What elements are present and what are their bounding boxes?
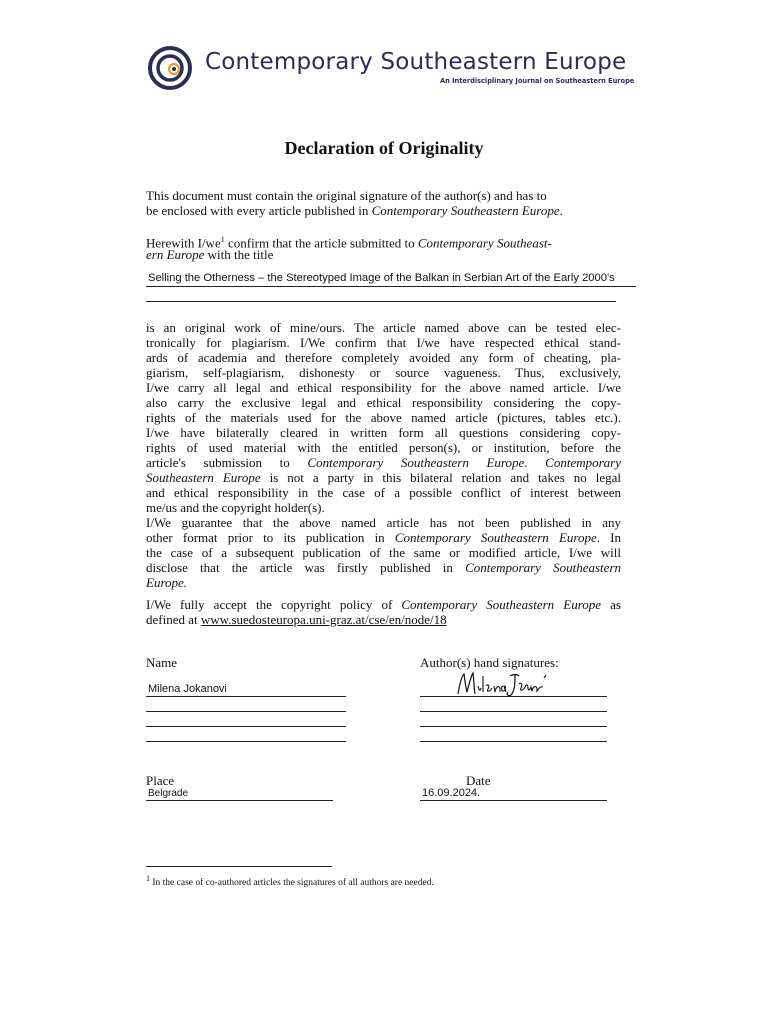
body-line: ards of academia and therefore completely avoided any form of cheating, pla- — [146, 350, 621, 365]
body-line: I/we carry all legal and ethical responsibility for the above named article. I/we — [146, 380, 621, 395]
footnote-divider — [146, 866, 332, 867]
place-label: Place — [146, 773, 175, 788]
name-field-3[interactable] — [146, 712, 346, 727]
handwritten-signature — [455, 668, 550, 700]
body-line: giarism, self-plagiarism, dishonesty or source vagueness. Thus, exclusively, — [146, 365, 621, 380]
body-line: is an original work of mine/ours. The article named above can be tested elec- — [146, 320, 621, 335]
document-title: Declaration of Originality — [284, 138, 484, 158]
body-line: Southeastern Europe is not a party in this bilateral relation and takes no legal — [146, 470, 621, 485]
body-line: tronically for plagiarism. I/We confirm that I/we have respected ethical stand- — [146, 335, 621, 350]
guarantee-line: the case of a subsequent publication of the same or modified article, I/we will — [146, 545, 621, 560]
date-label: Date — [466, 773, 491, 788]
journal-title: Contemporary Southeastern Europe — [205, 49, 627, 75]
title-second-line — [146, 301, 616, 302]
name-label: Name — [146, 655, 178, 670]
date-field[interactable]: 16.09.2024. — [420, 786, 607, 801]
circular-rings-logo-icon — [147, 45, 193, 91]
body-line: and ethical responsibility in the case of a possible conflict of interest between — [146, 485, 621, 500]
name-field-1[interactable]: Milena Jokanovi — [146, 682, 346, 697]
intro-line-2: be enclosed with every article published in Contemporary Southeastern Europe. — [146, 203, 563, 218]
policy-line-2: defined at www.suedosteuropa.uni-graz.at/cse/en/node/18 — [146, 612, 447, 627]
signature-label: Author(s) hand signatures: — [420, 655, 559, 670]
body-line: article's submission to Contemporary Southeastern Europe. Contemporary — [146, 455, 621, 470]
body-line: rights of the materials used for the above named article (pictures, tables etc.). — [146, 410, 621, 425]
name-field-2[interactable] — [146, 697, 346, 712]
signature-field-3[interactable] — [420, 712, 607, 727]
name-field-4[interactable] — [146, 727, 346, 742]
confirm-line-2: ern Europe with the title — [146, 247, 274, 262]
body-line: me/us and the copyright holder(s). — [146, 500, 325, 515]
body-line: also carry the exclusive legal and ethical responsibility considering the copy- — [146, 395, 621, 410]
guarantee-line: disclose that the article was firstly published in Contemporary Southeastern — [146, 560, 621, 575]
confirm-line-1: Herewith $I/we^1$ confirm that the article submitted to Contemporary Southeast- — [146, 235, 552, 251]
policy-url-link[interactable]: www.suedosteuropa.uni-graz.at/cse/en/node/18 — [200, 612, 447, 627]
guarantee-line: other format prior to its publication in Contemporary Southeastern Europe. In — [146, 530, 621, 545]
place-field[interactable]: Belgrade — [146, 786, 333, 801]
body-paragraph — [146, 320, 621, 590]
guarantee-line: Europe. — [146, 575, 188, 590]
body-line: I/we have bilaterally cleared in written form all questions considering copy- — [146, 425, 621, 440]
guarantee-line: I/We guarantee that the above named article has not been published in any — [146, 515, 621, 530]
signature-field-4[interactable] — [420, 727, 607, 742]
body-line: rights of used material with the entitled person(s), or institution, before the — [146, 440, 621, 455]
journal-subtitle: An Interdisciplinary Journal on Southeastern Europe — [440, 77, 635, 85]
article-title-field[interactable]: Selling the Otherness – the Stereotyped Image of the Balkan in Serbian Art of the Early 2000's — [146, 269, 636, 287]
intro-line-1: This document must contain the original signature of the author(s) and has to — [146, 188, 547, 203]
policy-line-1: I/We fully accept the copyright policy of Contemporary Southeastern Europe as — [146, 597, 621, 612]
footnote: $^1$ In the case of co-authored articles the signatures of all authors are needed. — [146, 874, 434, 889]
